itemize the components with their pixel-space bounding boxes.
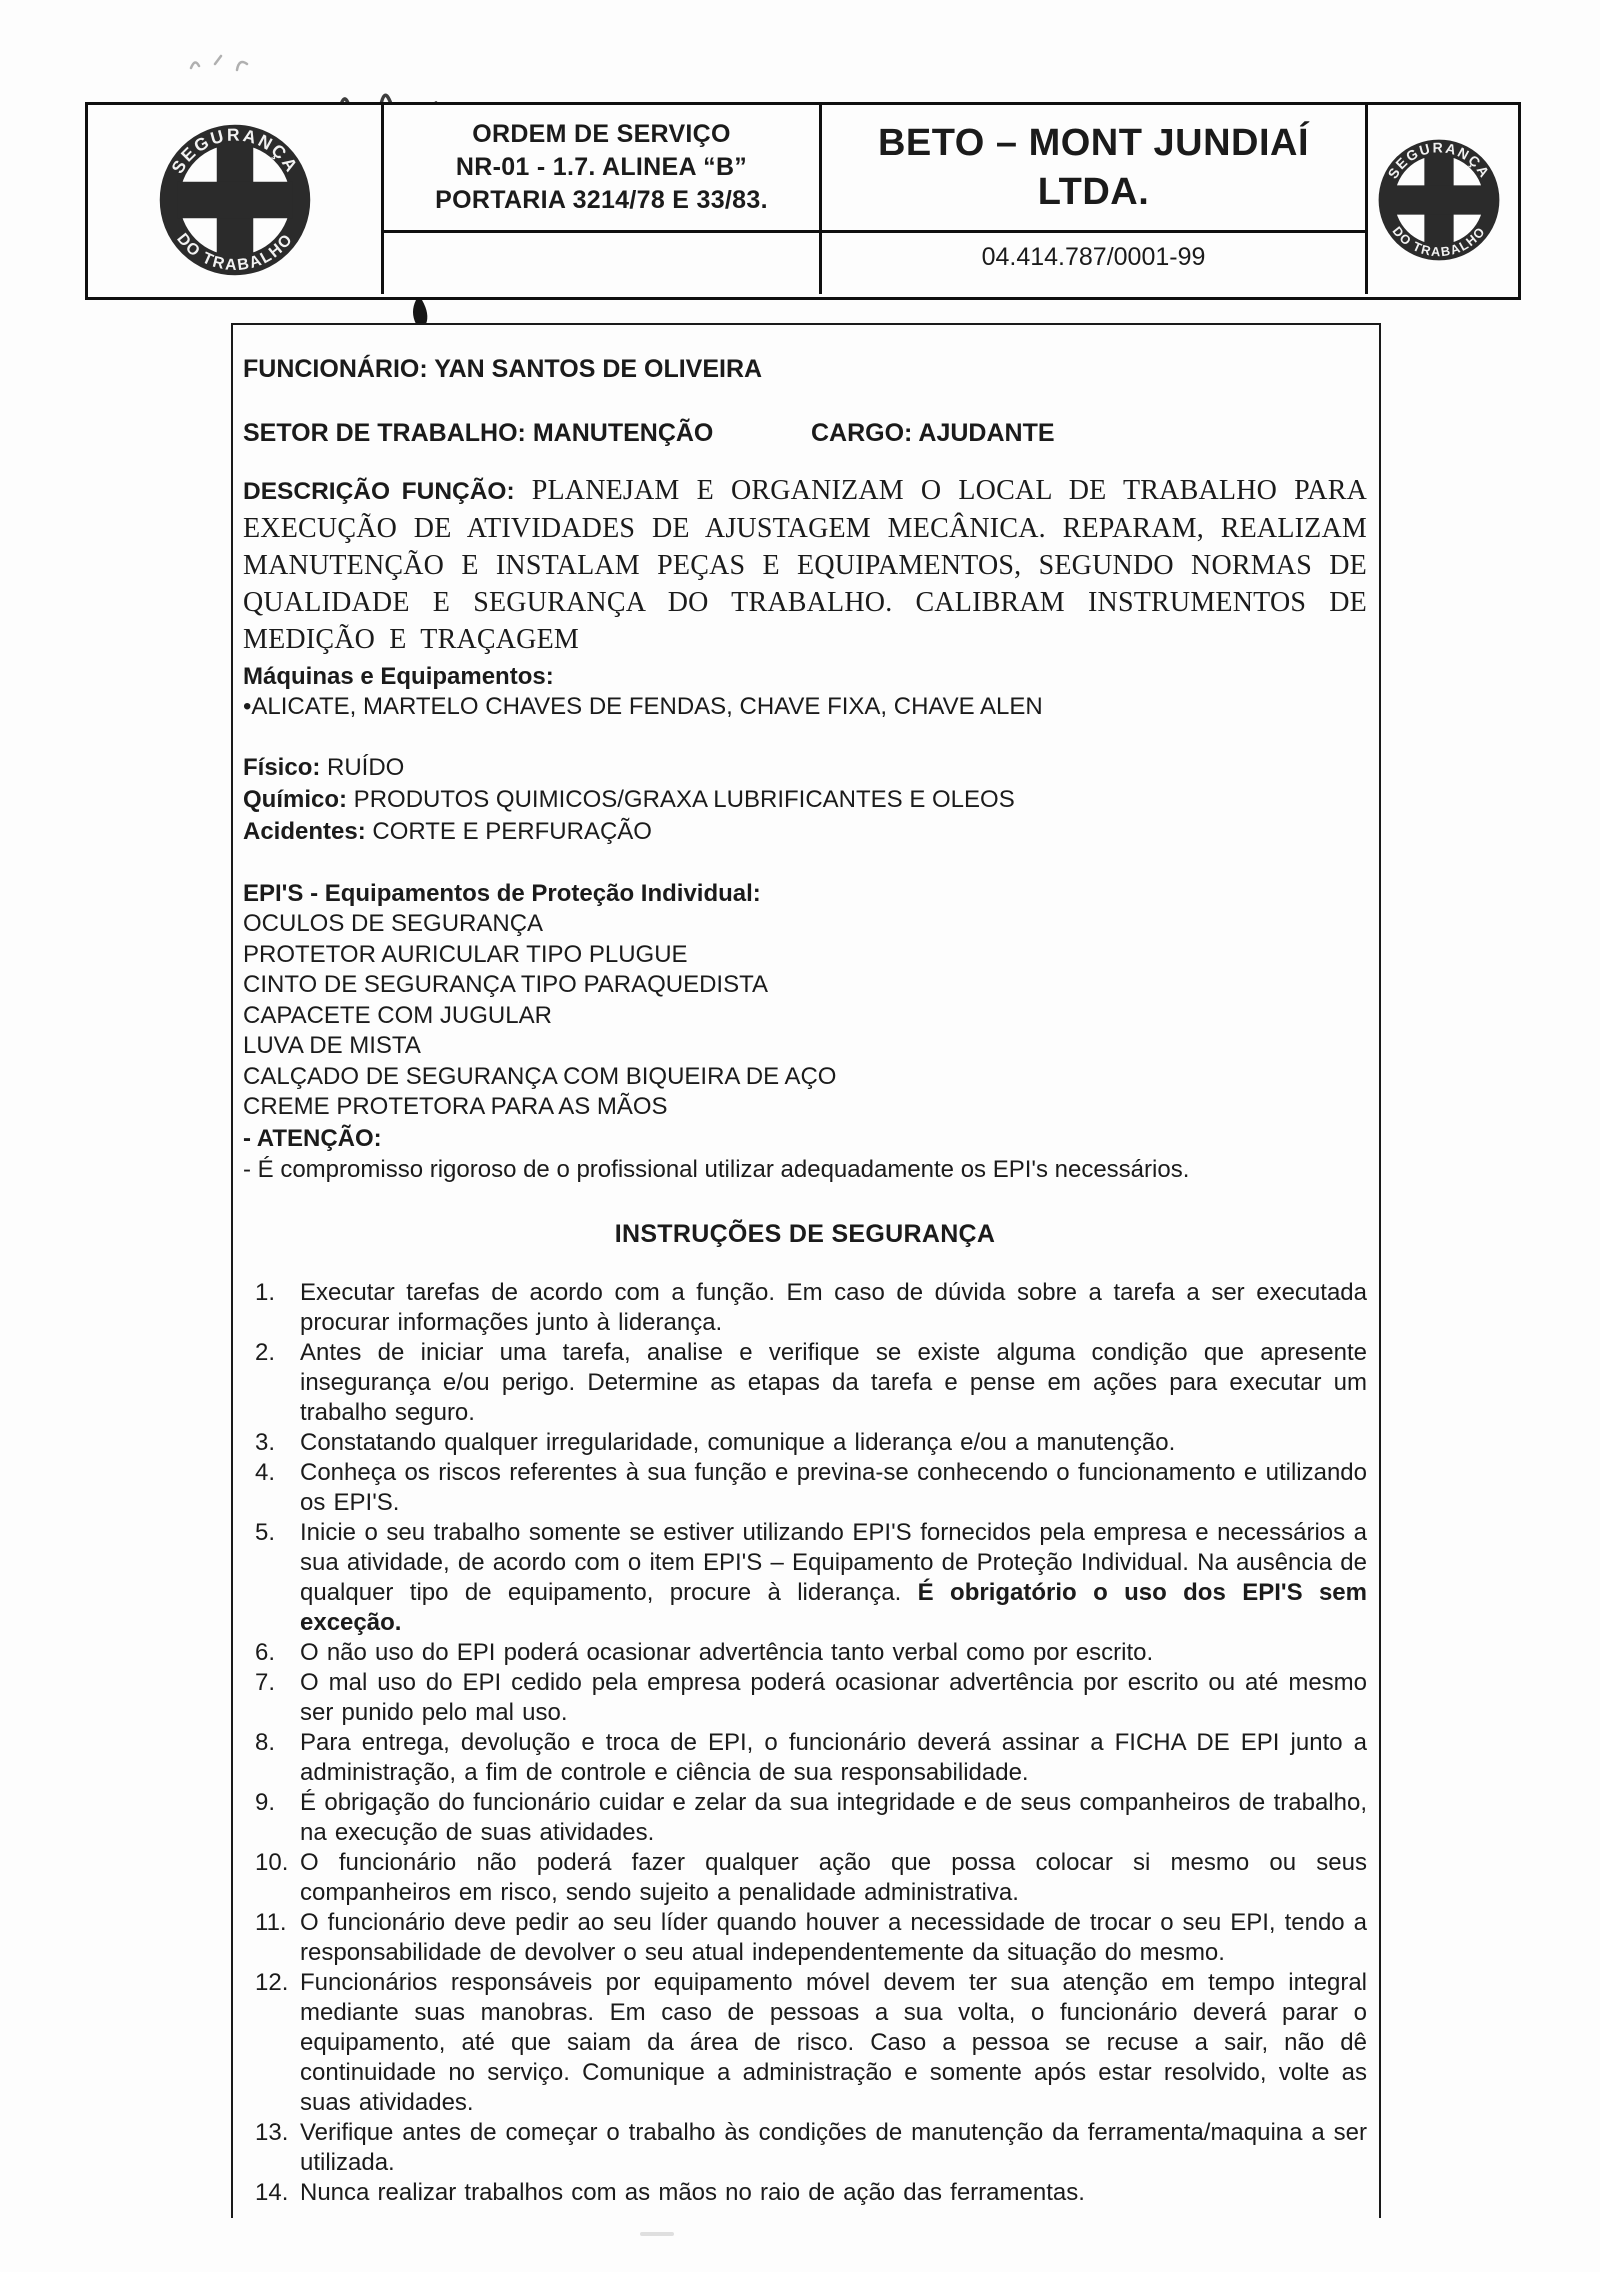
instruction-number: 8. <box>255 1728 276 1756</box>
epi-item: LUVA DE MISTA <box>243 1032 421 1059</box>
descricao-funcao-text: PLANEJAM E ORGANIZAM O LOCAL DE TRABALHO PARA EXECUÇÃO DE ATIVIDADES DE AJUSTAGEM MECÂNICA. REPARAM, REALIZAM MANUTENÇÃO E INSTALAM PEÇAS E EQUIPAMENTOS, SEGUNDO NORMAS DE QUALIDADE E SEGURANÇA DO TRABALHO. CALIBRAM INSTRUMENTOS DE MEDIÇÃO E TRAÇAGEM <box>243 475 1367 655</box>
epi-label: EPI'S - Equipamentos de Proteção Individual: <box>243 880 761 907</box>
cargo-label: CARGO: <box>811 419 913 447</box>
instruction-number: 2. <box>255 1338 276 1366</box>
epi-item: CAPACETE COM JUGULAR <box>243 1001 552 1029</box>
cargo-value: AJUDANTE <box>918 419 1055 447</box>
instruction-text: Antes de iniciar uma tarefa, analise e verifique se existe alguma condição que apresente insegurança e/ou perigo. Determine as etapas da tarefa e pense em ações para executar um trabalho seguro. <box>300 1338 1367 1426</box>
instruction-number: 5. <box>255 1518 276 1546</box>
instruction-item <box>243 1788 1367 1848</box>
instruction-text: O funcionário não poderá fazer qualquer ação que possa colocar si mesmo ou seus companheiros em risco, sendo sujeito a penalidade administrativa. <box>300 1848 1367 1906</box>
instruction-list <box>243 1278 1367 2208</box>
instruction-text: O mal uso do EPI cedido pela empresa poderá ocasionar advertência por escrito ou até mesmo ser punido pelo mal uso. <box>300 1668 1367 1726</box>
instruction-number: 14. <box>255 2178 289 2206</box>
instruction-item <box>243 1518 1367 1638</box>
service-order-cell <box>381 105 819 233</box>
service-order-line3: PORTARIA 3214/78 E 33/83. <box>435 186 768 214</box>
descricao-funcao-label: DESCRIÇÃO FUNÇÃO: <box>243 478 515 505</box>
instruction-number: 9. <box>255 1788 276 1816</box>
instruction-number: 4. <box>255 1458 276 1486</box>
instruction-text: Inicie o seu trabalho somente se estiver utilizando EPI'S fornecidos pela empresa e necessários a sua atividade, de acordo com o item EPI'S – Equipamento de Proteção Individual. Na ausência de qualquer tipo de equipamento, procure à liderança. <box>300 1518 1367 1606</box>
instruction-item <box>243 1278 1367 1338</box>
cargo-part <box>811 419 1055 447</box>
maquinas-label: Máquinas e Equipamentos: <box>243 663 554 690</box>
risk-row <box>243 816 1367 848</box>
header-table <box>85 102 1521 300</box>
instruction-number: 1. <box>255 1278 276 1306</box>
service-order-empty-cell <box>381 233 819 294</box>
company-name-cell <box>819 105 1365 233</box>
company-cnpj-cell <box>819 233 1365 294</box>
epi-item: CALÇADO DE SEGURANÇA COM BIQUEIRA DE AÇO <box>243 1062 837 1090</box>
risk-label: Químico: <box>243 786 348 813</box>
instruction-item <box>243 1908 1367 1968</box>
instruction-item <box>243 1638 1367 1668</box>
instruction-number: 12. <box>255 1968 289 1996</box>
instruction-text: Executar tarefas de acordo com a função. Em caso de dúvida sobre a tarefa a ser executada procurar informações junto à liderança. <box>300 1278 1367 1336</box>
instruction-item <box>243 1668 1367 1728</box>
setor-label: SETOR DE TRABALHO: <box>243 419 526 447</box>
risk-row <box>243 752 1367 784</box>
instruction-text: Conheça os riscos referentes à sua função e previna-se conhecendo o funcionamento e utilizando os EPI'S. <box>300 1458 1367 1516</box>
instruction-number: 11. <box>255 1908 287 1936</box>
instruction-item <box>243 1428 1367 1458</box>
company-name-line1: BETO – MONT JUNDIAÍ <box>877 121 1310 164</box>
risk-value: RUÍDO <box>320 754 405 781</box>
epi-item: CREME PROTETORA PARA AS MÃOS <box>243 1093 668 1120</box>
header-right-logo-cell <box>1365 105 1509 294</box>
epi-item: PROTETOR AURICULAR TIPO PLUGUE <box>243 940 688 968</box>
risk-value: PRODUTOS QUIMICOS/GRAXA LUBRIFICANTES E OLEOS <box>347 786 1015 813</box>
instruction-text: O funcionário deve pedir ao seu líder quando houver a necessidade de trocar o seu EPI, tendo a responsabilidade de devolver o seu atual independentemente da situação do mesmo. <box>300 1908 1367 1966</box>
instruction-text: Verifique antes de começar o trabalho às condições de manutenção da ferramenta/maquina a ser utilizada. <box>300 2118 1367 2176</box>
funcionario-line <box>243 355 1367 383</box>
atencao-text: - É compromisso rigoroso de o profissional utilizar adequadamente os EPI's necessários. <box>243 1155 1190 1183</box>
instruction-number: 7. <box>255 1668 276 1696</box>
instruction-bold-text: É obrigatório o uso dos EPI'S sem exceção. <box>300 1578 1367 1636</box>
seguranca-do-trabalho-icon <box>1378 139 1500 261</box>
epi-item: CINTO DE SEGURANÇA TIPO PARAQUEDISTA <box>243 971 768 998</box>
service-order-line1: ORDEM DE SERVIÇO <box>472 120 731 148</box>
setor-part <box>243 419 811 447</box>
scan-smudge <box>640 2232 674 2236</box>
instrucoes-title: INSTRUÇÕES DE SEGURANÇA <box>614 1219 996 1248</box>
header-left-logo-cell <box>88 105 381 294</box>
instruction-text: Para entrega, devolução e troca de EPI, o funcionário deverá assinar a FICHA DE EPI junto a administração, a fim de controle e ciência de sua responsabilidade. <box>300 1728 1367 1786</box>
risk-list <box>243 752 1367 848</box>
setor-cargo-line <box>243 419 1367 447</box>
instruction-number: 3. <box>255 1428 276 1456</box>
instruction-text: Funcionários responsáveis por equipamento móvel devem ter sua atenção em tempo integral mediante suas manobras. Em caso de pessoas a sua volta, o funcionário deverá parar o equipamento, até que saiam da área de risco. Caso a pessoa se recuse a sair, não dê continuidade no serviço. Comunique a administração e somente após estar resolvido, volte as suas atividades. <box>300 1968 1367 2116</box>
document-body <box>231 323 1381 2218</box>
instruction-item <box>243 2178 1367 2208</box>
epi-list <box>243 909 1367 1123</box>
instruction-item <box>243 1728 1367 1788</box>
instruction-number: 10. <box>255 1848 289 1876</box>
service-order-line2: NR-01 - 1.7. ALINEA “B” <box>455 153 748 181</box>
instruction-text: O não uso do EPI poderá ocasionar advertência tanto verbal como por escrito. <box>300 1638 1154 1666</box>
instruction-item <box>243 1338 1367 1428</box>
risk-label: Acidentes: <box>243 818 366 845</box>
instruction-text: Nunca realizar trabalhos com as mãos no raio de ação das ferramentas. <box>300 2178 1085 2206</box>
risk-label: Físico: <box>243 754 321 781</box>
instruction-item <box>243 1848 1367 1908</box>
atencao-label: - ATENÇÃO: <box>243 1124 382 1152</box>
setor-value: MANUTENÇÃO <box>532 419 714 447</box>
maquinas-value: •ALICATE, MARTELO CHAVES DE FENDAS, CHAVE FIXA, CHAVE ALEN <box>243 693 1043 720</box>
instruction-number: 13. <box>255 2118 289 2146</box>
funcionario-value: YAN SANTOS DE OLIVEIRA <box>434 355 763 383</box>
pen-mark <box>185 48 265 78</box>
company-name-line2: LTDA. <box>1037 170 1150 213</box>
instruction-number: 6. <box>255 1638 276 1666</box>
instruction-item <box>243 2118 1367 2178</box>
company-cnpj: 04.414.787/0001-99 <box>981 243 1206 271</box>
risk-value: CORTE E PERFURAÇÃO <box>365 818 652 845</box>
instruction-item <box>243 1458 1367 1518</box>
descricao-funcao <box>243 472 1367 658</box>
seguranca-do-trabalho-icon <box>159 124 311 276</box>
epi-item: OCULOS DE SEGURANÇA <box>243 910 544 937</box>
funcionario-label: FUNCIONÁRIO: <box>243 355 428 383</box>
epi-block <box>243 878 1367 1186</box>
risk-row <box>243 784 1367 816</box>
instruction-text: Constatando qualquer irregularidade, comunique a liderança e/ou a manutenção. <box>300 1428 1176 1456</box>
instruction-item <box>243 1968 1367 2118</box>
instruction-text: É obrigação do funcionário cuidar e zelar da sua integridade e de seus companheiros de trabalho, na execução de suas atividades. <box>300 1788 1367 1846</box>
